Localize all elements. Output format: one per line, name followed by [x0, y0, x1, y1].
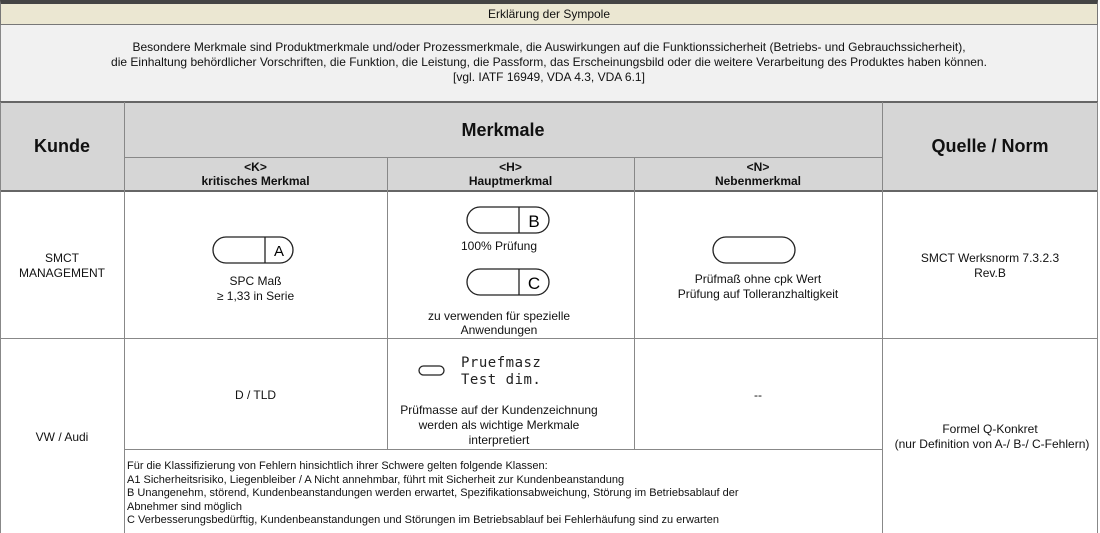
header-k	[124, 160, 387, 188]
vw-quelle-line-2: (nur Definition von A-/ B-/ C-Fehlern)	[894, 437, 1090, 451]
vw-h-line-2: werden als wichtige Merkmale interpretiert	[418, 418, 580, 447]
smct-quelle-line-2: Rev.B	[974, 266, 1006, 280]
smct-kunde-line-2: MANAGEMENT	[18, 266, 105, 280]
smct-n-line-1: Prüfmaß ohne cpk Wert	[694, 272, 822, 286]
intro-line-2: die Einhaltung behördlicher Vorschriften, die Funktion, die Leistung, die Passform, das Erscheinungsbild oder die weitere Verarbeitung des Produktes haben können.	[111, 55, 987, 69]
smct-kunde-line-1: SMCT	[45, 251, 79, 265]
smct-h-line-2b: Anwendungen	[460, 323, 538, 337]
vw-h-text	[387, 403, 611, 448]
symbol-capsule	[713, 237, 795, 263]
symbol-letter: C	[527, 274, 541, 293]
smct-quelle	[882, 251, 1098, 281]
critical-symbol-a	[212, 236, 294, 264]
vw-kunde: VW / Audi	[35, 430, 89, 444]
divider	[0, 101, 1098, 103]
note-line: Für die Klassifizierung von Fehlern hinsichtlich ihrer Schwere gelten folgende Klassen:	[127, 460, 548, 472]
header-n-code: <N>	[746, 160, 770, 174]
divider	[0, 190, 1098, 192]
header-h	[387, 160, 634, 188]
header-kunde: Kunde	[34, 136, 90, 156]
vw-quelle-line-1: Formel Q-Konkret	[942, 422, 1038, 436]
divider	[124, 449, 882, 450]
symbol-letter: A	[273, 243, 285, 260]
intro-line-1: Besondere Merkmale sind Produktmerkmale und/oder Prozessmerkmale, die Auswirkungen auf die Funktionssicherheit (Betriebs- und Gebrauchssicherheit),	[132, 40, 966, 54]
intro-line-3: [vgl. IATF 16949, VDA 4.3, VDA 6.1]	[453, 70, 645, 84]
vw-k-text: D / TLD	[234, 388, 277, 402]
smct-h-text-1: 100% Prüfung	[460, 239, 538, 253]
header-n-label: Nebenmerkmal	[714, 174, 802, 188]
smct-kunde	[0, 251, 124, 281]
vw-h-symbol-line-1: Pruefmasz	[461, 355, 542, 371]
note-line: C Verbesserungsbedürftig, Kundenbeanstandungen und Störungen im Betriebsablauf bei Fehlerhäufung sind zu erwarten	[127, 514, 719, 526]
main-symbol-b	[466, 206, 550, 234]
header-h-label: Hauptmerkmal	[468, 174, 553, 188]
smct-n-line-2: Prüfung auf Tolleranzhaltigkeit	[677, 287, 839, 301]
vw-h-line-1: Prüfmasse auf der Kundenzeichnung	[400, 403, 598, 417]
intro-text	[0, 25, 1098, 102]
divider	[0, 102, 1, 533]
vw-h-symbol-line-2: Test dim.	[461, 372, 542, 388]
legend-title: Erklärung der Sympole	[0, 0, 1098, 25]
header-quelle: Quelle / Norm	[931, 136, 1049, 156]
vw-h-symbol-text	[461, 355, 541, 389]
smct-k-line-2: ≥ 1,33 in Serie	[216, 289, 295, 303]
smct-h-text-2	[387, 309, 611, 337]
divider	[124, 157, 882, 158]
note-line: B Unangenehm, störend, Kundenbeanstandungen werden erwartet, Spezifikationsabweichung, Störung im Betriebsablauf der	[127, 487, 739, 499]
smct-h-line-2a: zu verwenden für spezielle	[427, 309, 571, 323]
vw-quelle	[882, 422, 1098, 452]
divider	[1097, 102, 1098, 533]
main-symbol-c	[466, 268, 550, 296]
smct-k-line-1: SPC Maß	[229, 274, 282, 288]
header-k-code: <K>	[244, 160, 267, 174]
note-line: Abnehmer sind möglich	[127, 500, 242, 513]
smct-n-text	[634, 272, 882, 302]
test-dim-symbol	[418, 365, 446, 377]
smct-quelle-line-1: SMCT Werksnorm 7.3.2.3	[920, 251, 1060, 265]
header-k-label: kritisches Merkmal	[201, 174, 310, 188]
smct-k-text	[124, 274, 387, 304]
divider	[634, 157, 635, 449]
divider	[882, 102, 883, 533]
minor-symbol	[712, 236, 796, 264]
symbol-letter: B	[528, 212, 540, 231]
symbol-capsule	[419, 366, 444, 375]
header-merkmale: Merkmale	[461, 120, 545, 140]
fault-class-note	[127, 460, 877, 528]
header-n	[634, 160, 882, 188]
divider	[0, 338, 1098, 339]
header-h-code: <H>	[499, 160, 522, 174]
vw-n-text: --	[754, 388, 762, 402]
note-line: A1 Sicherheitsrisiko, Liegenbleiber / A Nicht annehmbar, führt mit Sicherheit zur Kundenbeanstandung	[127, 473, 625, 486]
